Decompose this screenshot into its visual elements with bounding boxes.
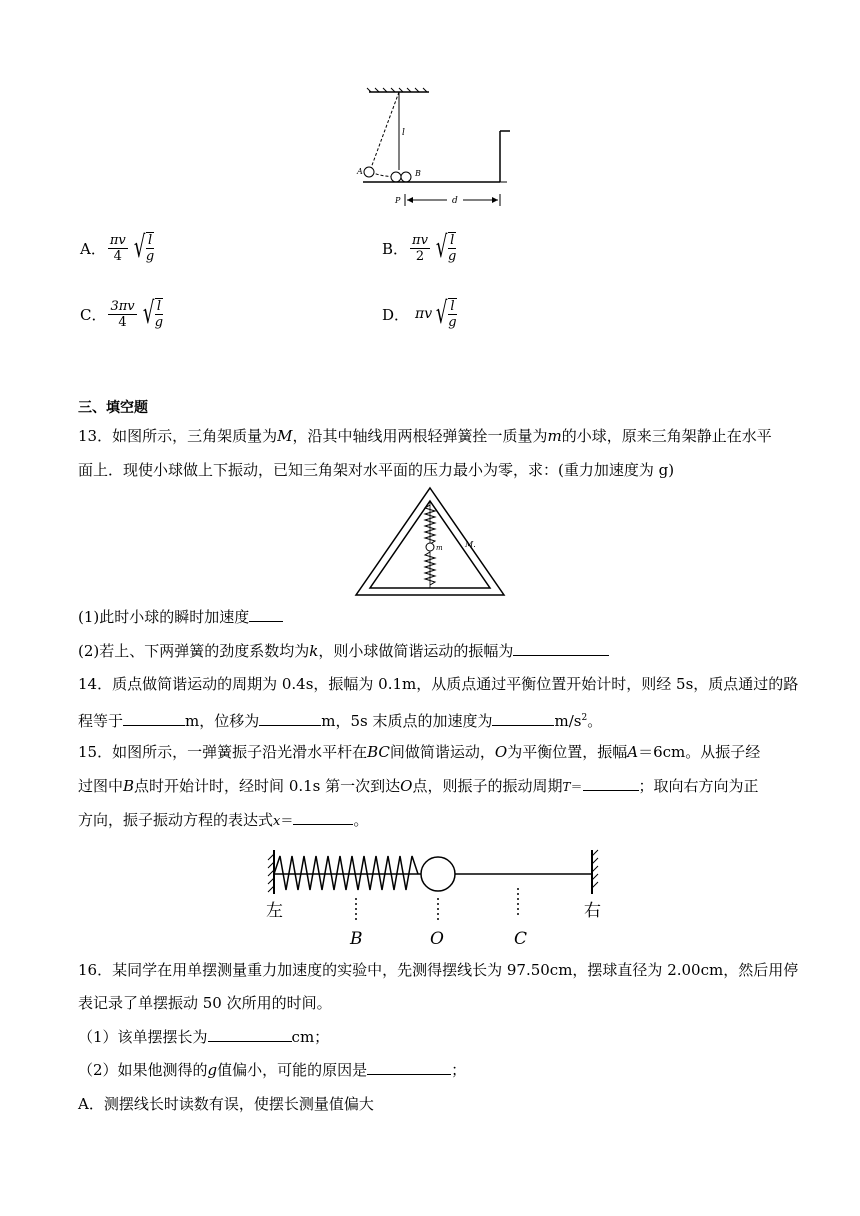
answer-blank[interactable] [492,711,554,726]
sqrt-l-over-g: √ l g [133,230,155,265]
pendulum-figure [355,86,515,214]
option-b [382,232,456,264]
q13-line-2: 面上．现使小球做上下振动，已知三角架对水平面的压力最小为零，求：(重力加速度为 g) [78,461,675,479]
point-c-label: C [514,929,528,948]
q16-part-1: （1）该单摆摆长为 cm； [78,1028,330,1046]
answer-blank[interactable] [208,1027,292,1042]
left-label: 左 [266,901,283,921]
option-c [80,298,163,330]
point-a-label: A [357,167,363,176]
q14-line-1: 14．质点做简谐运动的周期为 0.4s，振幅为 0.1m，从质点通过平衡位置开始计时，则经 5s，质点通过的路 [78,675,799,693]
frame-M-label: M. [465,540,476,549]
point-b-label: B [350,929,363,948]
point-b-label: B [415,169,421,178]
q16-line-1: 16．某同学在用单摆测量重力加速度的实验中，先测得摆线长为 97.50cm，摆球直径为 2.00cm，然后用停 [78,961,799,979]
ball-m-label: m [436,544,443,552]
q15-line-3: 方向，振子振动方程的表达式x＝ 。 [78,811,369,829]
q14-line-2: 程等于 m，位移为 m，5s 末质点的加速度为 $m/s^2$。 [78,712,603,730]
q13-line-1: 13．如图所示，三角架质量为M，沿其中轴线用两根轻弹簧拴一质量为m的小球，原来三角架静止在水平 [78,427,772,445]
option-d [382,298,457,330]
option-letter: C． [80,305,107,324]
q16-part-2: （2）如果他测得的g值偏小，可能的原因是 ； [78,1061,467,1079]
length-label: l [402,128,405,138]
option-letter: A． [80,239,106,258]
section-title: 三、填空题 [78,400,148,416]
option-fraction: $\frac{\pi v}{2}$ [412,232,428,264]
option-fraction: $\frac{3\pi v}{4}$ [110,298,135,330]
sqrt-l-over-g: √ l g [435,296,457,331]
q13-part-1: (1)此时小球的瞬时加速度 [78,606,283,628]
q15-line-1: 15．如图所示，一弹簧振子沿光滑水平杆在BC间做简谐运动，O为平衡位置，振幅A＝6cm。从振子经 [78,743,761,761]
triangle-frame-figure [352,485,508,599]
sqrt-l-over-g: √ l g [435,230,457,265]
point-p-label: P [395,196,401,205]
spring-oscillator-figure [264,846,612,948]
option-letter: D． [382,305,410,324]
distance-d-label: d [452,196,458,206]
option-fraction: $\frac{\pi v}{4}$ [109,232,126,264]
point-o-label: O [430,929,444,948]
answer-blank[interactable] [249,607,283,622]
answer-blank[interactable] [367,1060,451,1075]
sqrt-l-over-g: √ l g [142,296,164,331]
answer-blank[interactable] [259,711,321,726]
answer-blank[interactable] [293,810,353,825]
option-a [80,232,154,264]
answer-blank[interactable] [583,776,639,791]
q16-option-a: A．测摆线长时读数有误，使摆长测量值偏大 [78,1095,374,1113]
q16-line-2: 表记录了单摆振动 50 次所用的时间。 [78,994,332,1012]
right-label: 右 [584,901,601,921]
q15-line-2: 过图中B点时开始计时，经时间 0.1s 第一次到达O点，则振子的振动周期T＝ ；取向右方向为正 [78,777,759,795]
answer-blank[interactable] [123,711,185,726]
option-letter: B． [382,239,409,258]
answer-blank[interactable] [513,641,609,656]
q13-part-2: (2)若上、下两弹簧的劲度系数均为k，则小球做简谐运动的振幅为 [78,640,609,662]
option-coefficient: πv [415,306,433,322]
